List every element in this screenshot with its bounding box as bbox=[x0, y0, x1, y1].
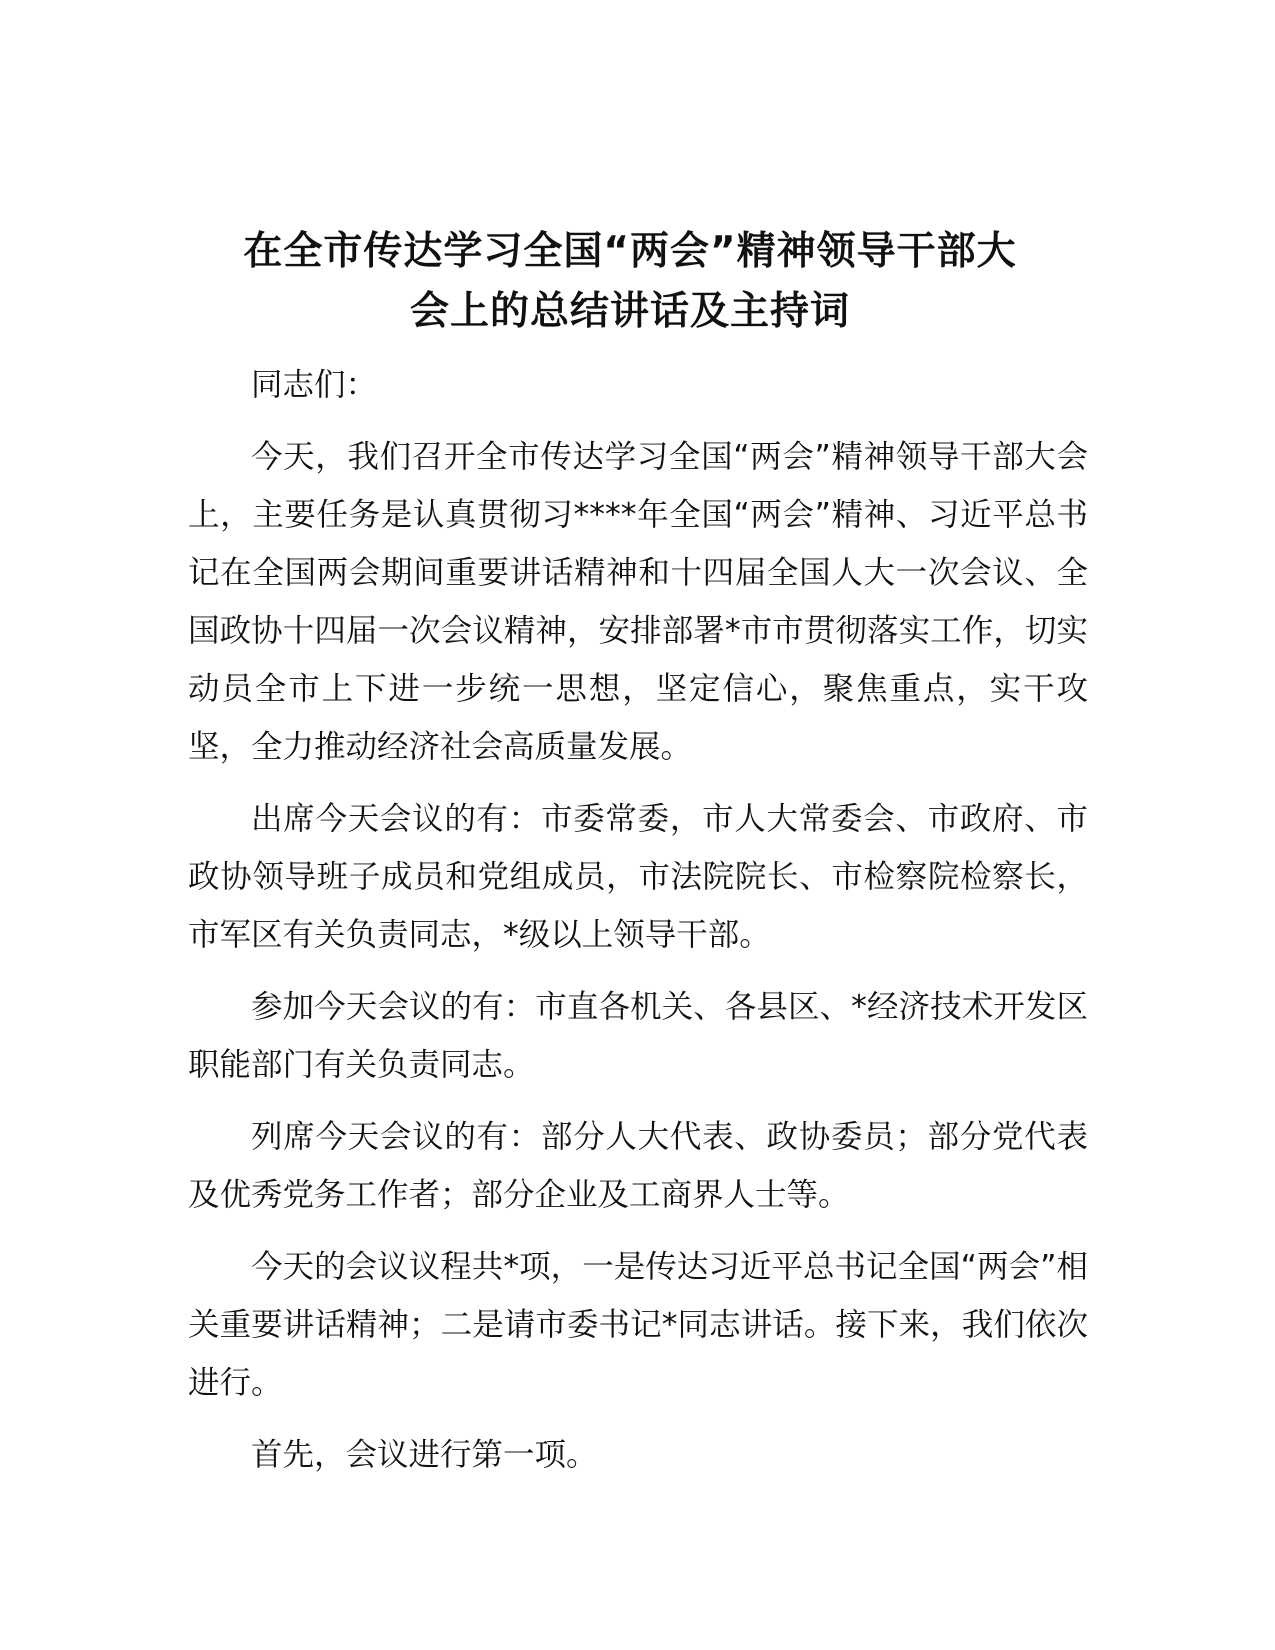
document-body bbox=[188, 356, 1088, 1498]
paragraph-participants: 参加今天会议的有：市直各机关、各县区、*经济技术开发区职能部门有关负责同志。 bbox=[188, 989, 1088, 1083]
document-title bbox=[180, 222, 1080, 342]
paragraph-first-item: 首先，会议进行第一项。 bbox=[251, 1437, 598, 1473]
salutation: 同志们： bbox=[251, 367, 378, 403]
paragraph-purpose: 今天，我们召开全市传达学习全国“两会”精神领导干部大会上，主要任务是认真贯彻习****年全国“两会”精神、习近平总书记在全国两会期间重要讲话精神和十四届全国人大一次会议、全国政协十四届一次会议精神，安排部署*市市贯彻落实工作，切实动员全市上下进一步统一思想，坚定信心，聚焦重点，实干攻坚，全力推动经济社会高质量发展。 bbox=[188, 439, 1088, 765]
title-line-2: 会上的总结讲话及主持词 bbox=[409, 289, 850, 334]
title-line-1: 在全市传达学习全国“两会”精神领导干部大 bbox=[243, 229, 1017, 274]
paragraph-agenda: 今天的会议议程共*项，一是传达习近平总书记全国“两会”相关重要讲话精神；二是请市委书记*同志讲话。接下来，我们依次进行。 bbox=[188, 1249, 1088, 1401]
paragraph-observers: 列席今天会议的有：部分人大代表、政协委员；部分党代表及优秀党务工作者；部分企业及工商界人士等。 bbox=[188, 1119, 1088, 1213]
paragraph-attendees: 出席今天会议的有：市委常委，市人大常委会、市政府、市政协领导班子成员和党组成员，市法院院长、市检察院检察长，市军区有关负责同志，*级以上领导干部。 bbox=[188, 801, 1088, 953]
